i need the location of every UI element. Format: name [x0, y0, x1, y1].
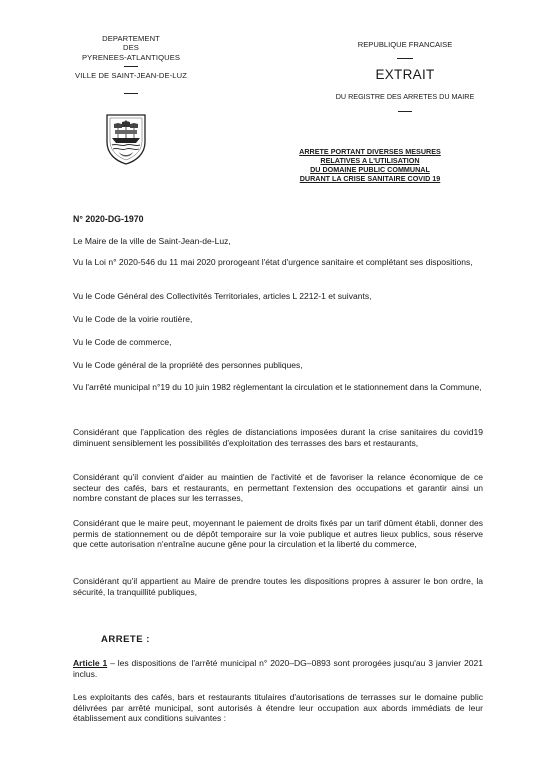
article-1-paragraph: [73, 658, 483, 679]
vu-loi-paragraph: Vu la Loi n° 2020-546 du 11 mai 2020 prorogeant l'état d'urgence sanitaire et complétant ses dispositions,: [73, 257, 473, 267]
exploitants-paragraph: Les exploitants des cafés, bars et restaurants titulaires d'autorisations de terrasses sur le domaine public délivrées par arrêté municipal, sont autorisés à étendre leur occupation aux abords immédiats de leur établissement aux conditions suivantes :: [73, 692, 483, 724]
vu-arrete-paragraph: Vu l'arrêté municipal n°19 du 10 juin 1982 règlementant la circulation et le stationnement dans la Commune,: [73, 382, 482, 392]
article-1-label: Article 1: [73, 658, 108, 668]
des-label: DES: [123, 43, 139, 53]
republique-label: REPUBLIQUE FRANCAISE: [357, 40, 453, 49]
header-right: [330, 40, 480, 112]
header-left-dash: [124, 66, 138, 67]
vu-propriete-paragraph: Vu le Code général de la propriété des personnes publiques,: [73, 360, 303, 370]
vu-commerce-paragraph: Vu le Code de commerce,: [73, 337, 172, 347]
arrete-title: [270, 147, 470, 183]
header-right-dash-2: [398, 111, 412, 112]
header-right-dash: [397, 58, 413, 59]
registre-label: DU REGISTRE DES ARRETES DU MAIRE: [335, 92, 475, 101]
article-1-text: – les dispositions de l'arrêté municipal n° 2020–DG–0893 sont prorogées jusqu'au 3 janvier 2021 inclus.: [73, 658, 483, 679]
arrete-title-line: RELATIVES A L'UTILISATION: [320, 156, 420, 165]
considerant-4-paragraph: Considérant qu'il appartient au Maire de prendre toutes les dispositions propres à assurer le bon ordre, la sécurité, la tranquillité publiques,: [73, 576, 483, 597]
considerant-2-paragraph: Considérant qu'il convient d'aider au maintien de l'activité et de favoriser la relance économique de ce secteur des cafés, bars et restaurants, en permettant l'extension des occupations et garantir ainsi un nombre constant de places sur les terrasses,: [73, 472, 483, 504]
header-left: [60, 34, 202, 97]
arrete-number: N° 2020-DG-1970: [73, 214, 144, 224]
arrete-title-line: ARRETE PORTANT DIVERSES MESURES: [299, 147, 441, 156]
arrete-title-line: DU DOMAINE PUBLIC COMMUNAL: [310, 165, 430, 174]
ville-label: VILLE DE SAINT-JEAN-DE-LUZ: [75, 71, 187, 81]
vu-cgct-paragraph: Vu le Code Général des Collectivités Territoriales, articles L 2212-1 et suivants,: [73, 291, 372, 301]
pyrenees-label: PYRENEES-ATLANTIQUES: [81, 52, 181, 62]
arrete-heading: ARRETE :: [101, 634, 150, 645]
arrete-title-line: DURANT LA CRISE SANITAIRE COVID 19: [299, 174, 441, 183]
departement-label: DEPARTEMENT: [102, 34, 160, 43]
vu-voirie-paragraph: Vu le Code de la voirie routière,: [73, 314, 193, 324]
extrait-title: EXTRAIT: [375, 67, 435, 82]
considerant-1-paragraph: Considérant que l'application des règles de distanciations imposées durant la crise sanitaires du covid19 diminuent sensiblement les possibilités d'exploitation des terrasses des bars et restaurants,: [73, 427, 483, 448]
header-left-dash-2: [124, 93, 138, 94]
city-crest-icon: [104, 112, 148, 166]
maire-paragraph: Le Maire de la ville de Saint-Jean-de-Luz,: [73, 236, 231, 246]
considerant-3-paragraph: Considérant que le maire peut, moyennant le paiement de droits fixés par un tarif dûment établi, donner des permis de stationnement ou de dépôt temporaire sur la voie publique et autres lieux publics, sous réserve que cette autorisation n'entraîne aucune gêne pour la circulation et la liberté du commerce,: [73, 518, 483, 550]
